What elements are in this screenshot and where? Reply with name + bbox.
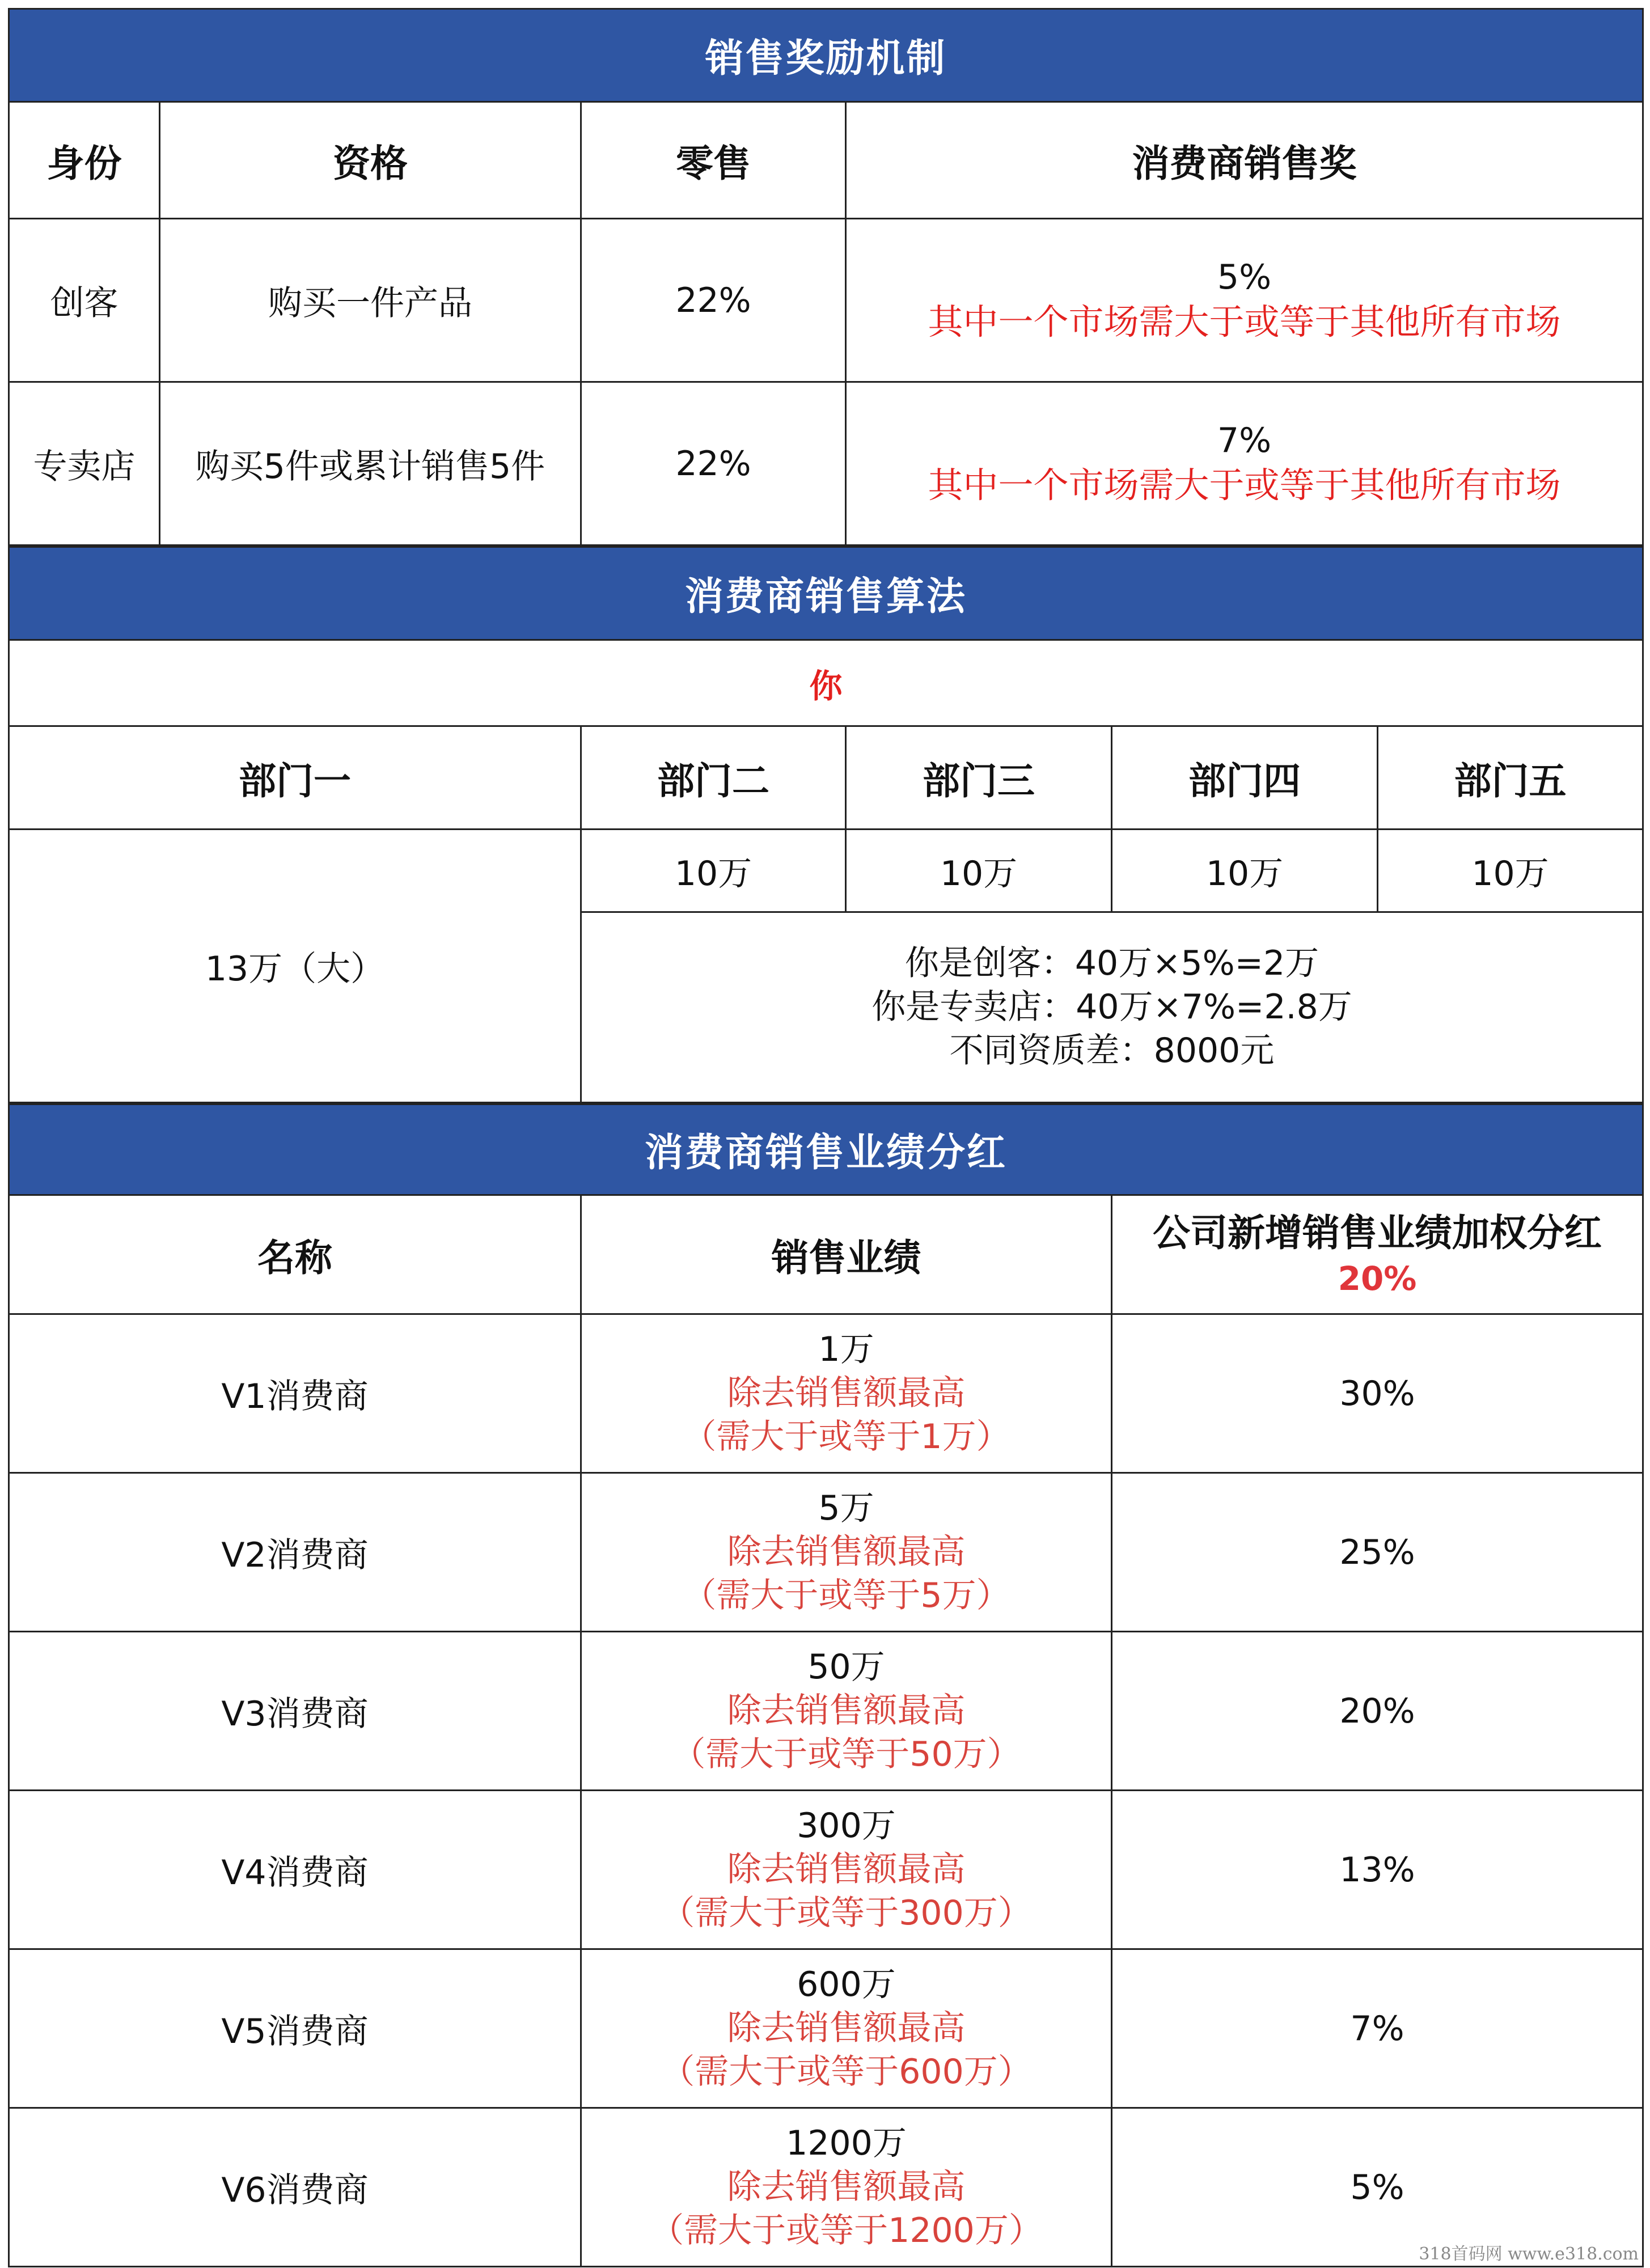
calc-line-difference: 不同资质差：8000元 bbox=[949, 1030, 1275, 1070]
dividend-share: 25% bbox=[1112, 1473, 1643, 1632]
table-row bbox=[9, 1314, 1643, 1473]
performance-note: 除去销售额最高 bbox=[727, 1850, 966, 1890]
performance-amount: 600万 bbox=[797, 1965, 896, 2005]
dividend-share: 20% bbox=[1112, 1632, 1643, 1791]
award-percent: 7% bbox=[1217, 421, 1272, 461]
header-identity: 身份 bbox=[9, 102, 160, 219]
performance-note: 除去销售额最高 bbox=[727, 1532, 966, 1572]
performance-cell bbox=[581, 1949, 1112, 2108]
header-dividend bbox=[1112, 1195, 1643, 1314]
dividend-table bbox=[8, 1103, 1644, 2267]
dividend-share: 13% bbox=[1112, 1791, 1643, 1949]
department-5-value: 10万 bbox=[1378, 830, 1643, 912]
department-1-header: 部门一 bbox=[9, 726, 581, 830]
sales-algorithm-table bbox=[8, 546, 1644, 1103]
department-2-header: 部门二 bbox=[581, 726, 846, 830]
performance-cell bbox=[581, 1791, 1112, 1949]
department-4-header: 部门四 bbox=[1112, 726, 1378, 830]
reward-document bbox=[8, 8, 1642, 2267]
performance-requirement: （需大于或等于5万） bbox=[682, 1575, 1010, 1615]
dividend-share: 7% bbox=[1112, 1949, 1643, 2108]
performance-amount: 5万 bbox=[818, 1488, 874, 1529]
calc-line-store: 你是专卖店：40万×7%=2.8万 bbox=[871, 987, 1352, 1027]
header-qualification: 资格 bbox=[160, 102, 581, 219]
section-title-algorithm: 消费商销售算法 bbox=[9, 547, 1643, 640]
award-cell bbox=[846, 382, 1643, 545]
performance-requirement: （需大于或等于600万） bbox=[661, 2051, 1032, 2092]
dividend-share: 30% bbox=[1112, 1314, 1643, 1473]
department-3-value: 10万 bbox=[846, 830, 1112, 912]
department-1-value: 13万（大） bbox=[9, 830, 581, 1103]
calc-line-maker: 你是创客：40万×5%=2万 bbox=[904, 943, 1319, 984]
section-title-reward: 销售奖励机制 bbox=[9, 9, 1643, 102]
performance-requirement: （需大于或等于1200万） bbox=[650, 2210, 1043, 2250]
retail-cell: 22% bbox=[581, 382, 846, 545]
performance-cell bbox=[581, 1632, 1112, 1791]
performance-amount: 1万 bbox=[818, 1330, 874, 1370]
performance-cell bbox=[581, 2108, 1112, 2267]
site-watermark: 318首码网 www.e318.com bbox=[1419, 2244, 1639, 2264]
award-cell bbox=[846, 219, 1643, 382]
header-consumer-award: 消费商销售奖 bbox=[846, 102, 1643, 219]
qualification-cell: 购买一件产品 bbox=[160, 219, 581, 382]
table-row bbox=[9, 1949, 1643, 2108]
table-row bbox=[9, 1632, 1643, 1791]
level-name: V3消费商 bbox=[9, 1632, 581, 1791]
performance-note: 除去销售额最高 bbox=[727, 1373, 966, 1414]
header-name: 名称 bbox=[9, 1195, 581, 1314]
dividend-title: 公司新增销售业绩加权分红 bbox=[1153, 1211, 1602, 1255]
table-row bbox=[9, 219, 1643, 382]
identity-cell: 创客 bbox=[9, 219, 160, 382]
section-title-dividend: 消费商销售业绩分红 bbox=[9, 1105, 1643, 1195]
performance-note: 除去销售额最高 bbox=[727, 2008, 966, 2049]
performance-note: 除去销售额最高 bbox=[727, 2167, 966, 2207]
sales-reward-table bbox=[8, 8, 1644, 546]
level-name: V4消费商 bbox=[9, 1791, 581, 1949]
calculation-cell bbox=[581, 912, 1643, 1103]
table-row bbox=[9, 382, 1643, 545]
performance-amount: 50万 bbox=[807, 1647, 885, 1687]
performance-requirement: （需大于或等于50万） bbox=[671, 1734, 1021, 1774]
header-retail: 零售 bbox=[581, 102, 846, 219]
department-5-header: 部门五 bbox=[1378, 726, 1643, 830]
level-name: V1消费商 bbox=[9, 1314, 581, 1473]
award-condition: 其中一个市场需大于或等于其他所有市场 bbox=[928, 301, 1561, 343]
header-performance: 销售业绩 bbox=[581, 1195, 1112, 1314]
performance-amount: 1200万 bbox=[786, 2123, 907, 2164]
performance-cell bbox=[581, 1473, 1112, 1632]
award-condition: 其中一个市场需大于或等于其他所有市场 bbox=[928, 464, 1561, 506]
performance-note: 除去销售额最高 bbox=[727, 1691, 966, 1731]
department-2-value: 10万 bbox=[581, 830, 846, 912]
department-4-value: 10万 bbox=[1112, 830, 1378, 912]
level-name: V6消费商 bbox=[9, 2108, 581, 2267]
dividend-share: 5% bbox=[1112, 2108, 1643, 2267]
performance-cell bbox=[581, 1314, 1112, 1473]
department-3-header: 部门三 bbox=[846, 726, 1112, 830]
table-row bbox=[9, 1473, 1643, 1632]
level-name: V2消费商 bbox=[9, 1473, 581, 1632]
you-label: 你 bbox=[9, 640, 1643, 726]
dividend-percent: 20% bbox=[1338, 1259, 1417, 1298]
table-row bbox=[9, 2108, 1643, 2267]
level-name: V5消费商 bbox=[9, 1949, 581, 2108]
award-percent: 5% bbox=[1217, 257, 1272, 298]
qualification-cell: 购买5件或累计销售5件 bbox=[160, 382, 581, 545]
identity-cell: 专卖店 bbox=[9, 382, 160, 545]
retail-cell: 22% bbox=[581, 219, 846, 382]
performance-requirement: （需大于或等于300万） bbox=[661, 1893, 1032, 1933]
performance-amount: 300万 bbox=[797, 1806, 896, 1846]
performance-requirement: （需大于或等于1万） bbox=[682, 1416, 1010, 1457]
table-row bbox=[9, 1791, 1643, 1949]
